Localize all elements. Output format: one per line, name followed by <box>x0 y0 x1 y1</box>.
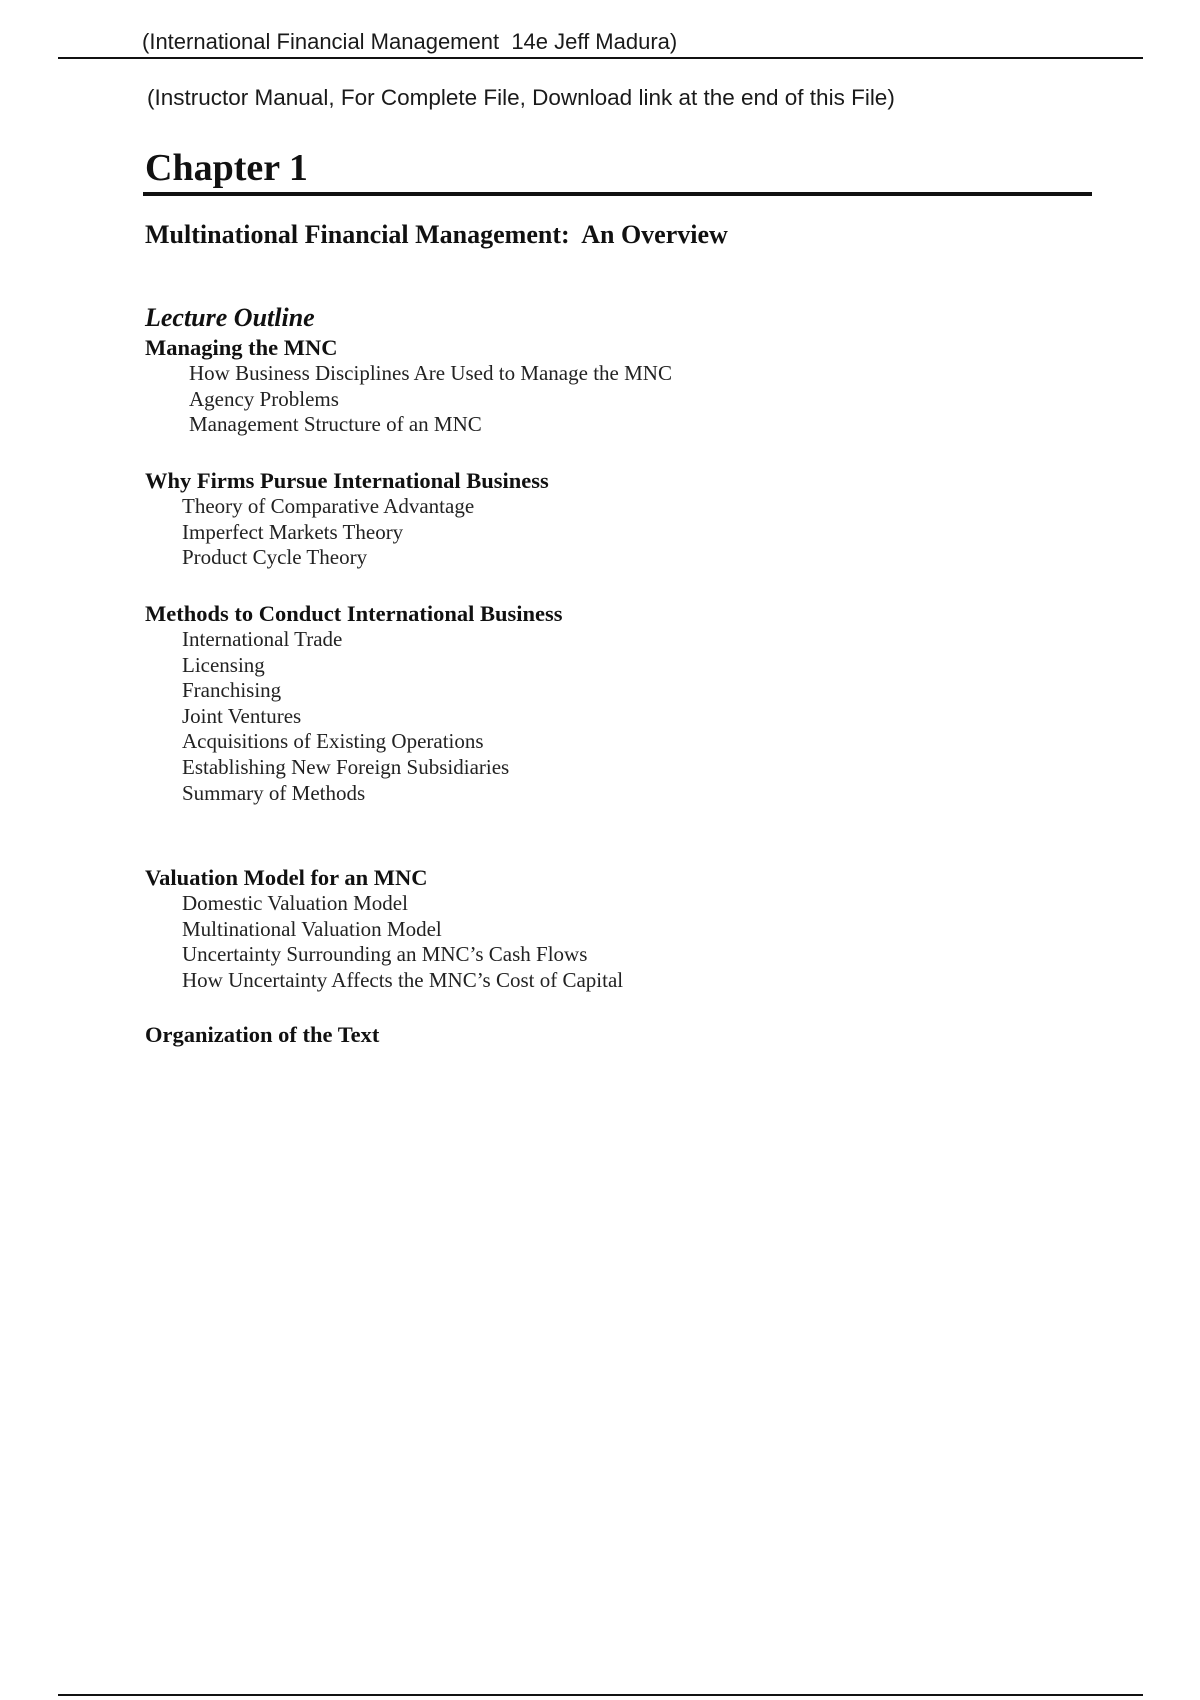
outline-item: Domestic Valuation Model <box>182 891 408 915</box>
outline-item: Acquisitions of Existing Operations <box>182 729 484 754</box>
outline-item: Joint Ventures <box>182 703 302 728</box>
section-item-list <box>145 494 549 571</box>
outline-item: Licensing <box>182 652 265 677</box>
outline-item: How Uncertainty Affects the MNC’s Cost of Capital <box>182 967 624 992</box>
outline-item: Theory of Comparative Advantage <box>182 494 475 518</box>
outline-item: Franchising <box>182 678 282 703</box>
outline-section-managing-the-mnc <box>145 335 672 438</box>
section-heading: Methods to Conduct International Business <box>145 601 563 626</box>
outline-section-organization <box>145 1022 379 1048</box>
outline-item: Agency Problems <box>189 386 339 411</box>
outline-item: How Business Disciplines Are Used to Manage the MNC <box>189 361 672 385</box>
chapter-title: Chapter 1 <box>145 147 308 189</box>
header-rule <box>58 57 1143 59</box>
footer-rule <box>58 1694 1143 1696</box>
instructor-manual-note: (Instructor Manual, For Complete File, Download link at the end of this File) <box>147 85 895 110</box>
outline-item: International Trade <box>182 627 343 651</box>
outline-section-methods <box>145 601 563 806</box>
running-header: (International Financial Management 14e Jeff Madura) <box>142 29 678 54</box>
section-item-list <box>145 361 672 438</box>
outline-item: Multinational Valuation Model <box>182 916 442 941</box>
section-item-list <box>145 891 623 993</box>
section-heading: Organization of the Text <box>145 1022 380 1047</box>
chapter-rule <box>143 192 1092 196</box>
section-heading: Why Firms Pursue International Business <box>145 468 549 493</box>
section-item-list <box>145 627 563 806</box>
outline-item: Management Structure of an MNC <box>189 412 482 437</box>
outline-section-why-firms-pursue <box>145 468 549 571</box>
outline-item: Establishing New Foreign Subsidiaries <box>182 754 510 779</box>
outline-item: Product Cycle Theory <box>182 545 368 570</box>
lecture-outline-heading: Lecture Outline <box>145 303 315 332</box>
outline-item: Uncertainty Surrounding an MNC’s Cash Flows <box>182 942 588 967</box>
section-heading: Valuation Model for an MNC <box>145 865 428 890</box>
section-heading: Managing the MNC <box>145 335 338 360</box>
outline-item: Summary of Methods <box>182 780 366 805</box>
outline-section-valuation-model <box>145 865 623 993</box>
chapter-subtitle: Multinational Financial Management: An Overview <box>145 220 728 249</box>
outline-item: Imperfect Markets Theory <box>182 519 404 544</box>
